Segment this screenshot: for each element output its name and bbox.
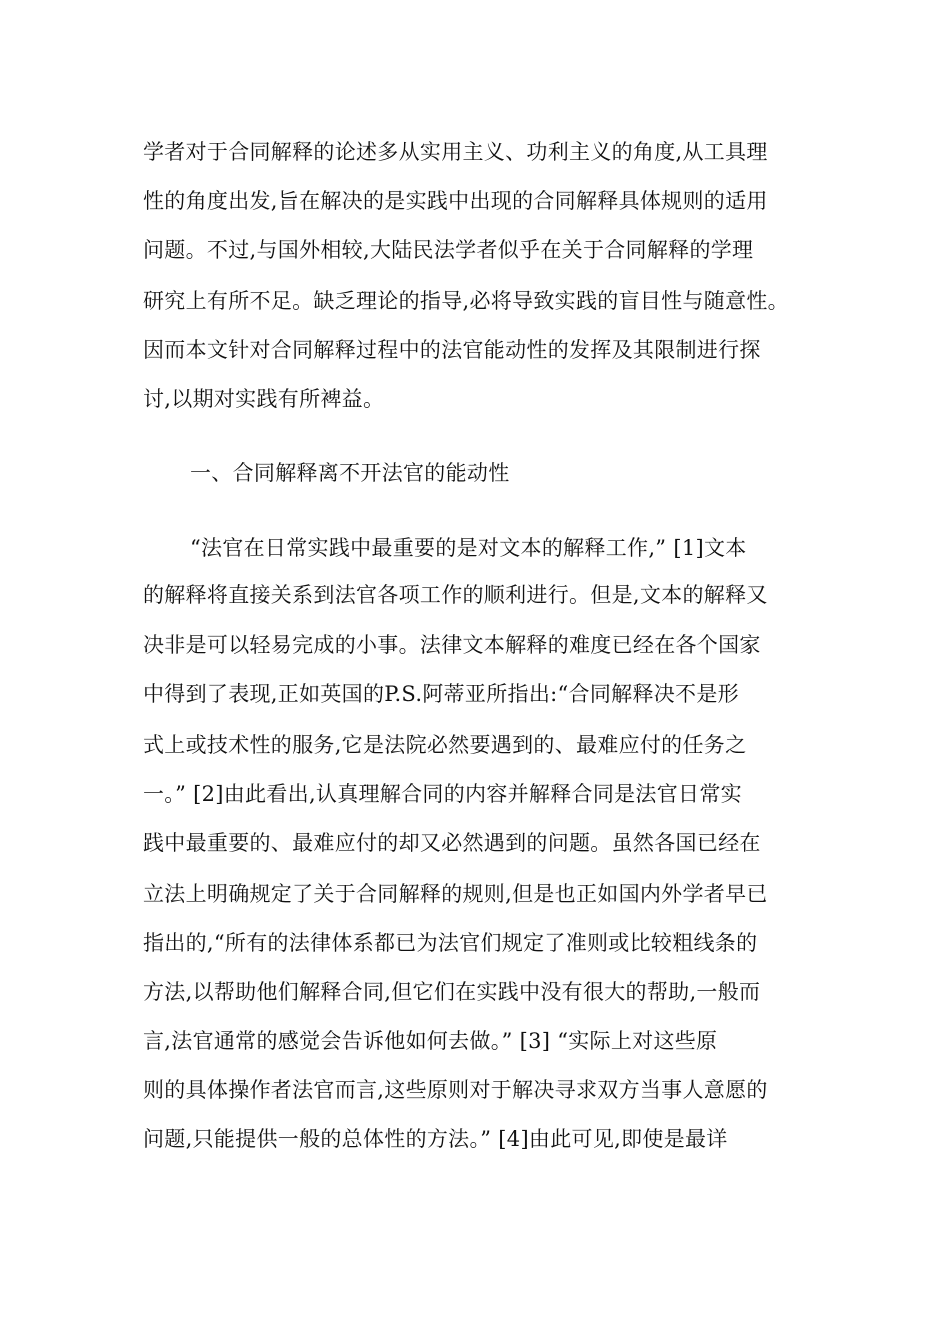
text-line: 式上或技术性的服务,它是法院必然要遇到的、最难应付的任务之: [143, 733, 747, 757]
text-line: 言,法官通常的感觉会告诉他如何去做。” [3] “实际上对这些原: [143, 1029, 718, 1053]
text-line: 问题,只能提供一般的总体性的方法。” [4]由此可见,即使是最详: [143, 1127, 728, 1151]
text-line: 研究上有所不足。缺乏理论的指导,必将导致实践的盲目性与随意性。: [143, 289, 789, 313]
section-heading: 一、合同解释离不开法官的能动性: [190, 461, 510, 485]
text-line: 立法上明确规定了关于合同解释的规则,但是也正如国内外学者早已: [143, 882, 768, 906]
text-line: 因而本文针对合同解释过程中的法官能动性的发挥及其限制进行探: [143, 338, 761, 362]
text-line: 问题。不过,与国外相较,大陆民法学者似乎在关于合同解释的学理: [143, 238, 754, 262]
text-line: 讨,以期对实践有所裨益。: [143, 387, 385, 411]
text-line: 中得到了表现,正如英国的P.S.阿蒂亚所指出:“合同解释决不是形: [143, 682, 739, 706]
text-line: 学者对于合同解释的论述多从实用主义、功利主义的角度,从工具理: [143, 140, 768, 164]
text-line: 决非是可以轻易完成的小事。法律文本解释的难度已经在各个国家: [143, 633, 761, 657]
text-line: 践中最重要的、最难应付的却又必然遇到的问题。虽然各国已经在: [143, 831, 761, 855]
text-line: 指出的,“所有的法律体系都已为法官们规定了准则或比较粗线条的: [143, 931, 758, 955]
text-line: 方法,以帮助他们解释合同,但它们在实践中没有很大的帮助,一般而: [143, 980, 761, 1004]
text-line: 一。” [2]由此看出,认真理解合同的内容并解释合同是法官日常实: [143, 782, 742, 806]
text-line: “法官在日常实践中最重要的是对文本的解释工作,” [1]文本: [190, 536, 747, 560]
text-line: 性的角度出发,旨在解决的是实践中出现的合同解释具体规则的适用: [143, 189, 768, 213]
text-line: 的解释将直接关系到法官各项工作的顺利进行。但是,文本的解释又: [143, 583, 768, 607]
text-line: 则的具体操作者法官而言,这些原则对于解决寻求双方当事人意愿的: [143, 1078, 768, 1102]
